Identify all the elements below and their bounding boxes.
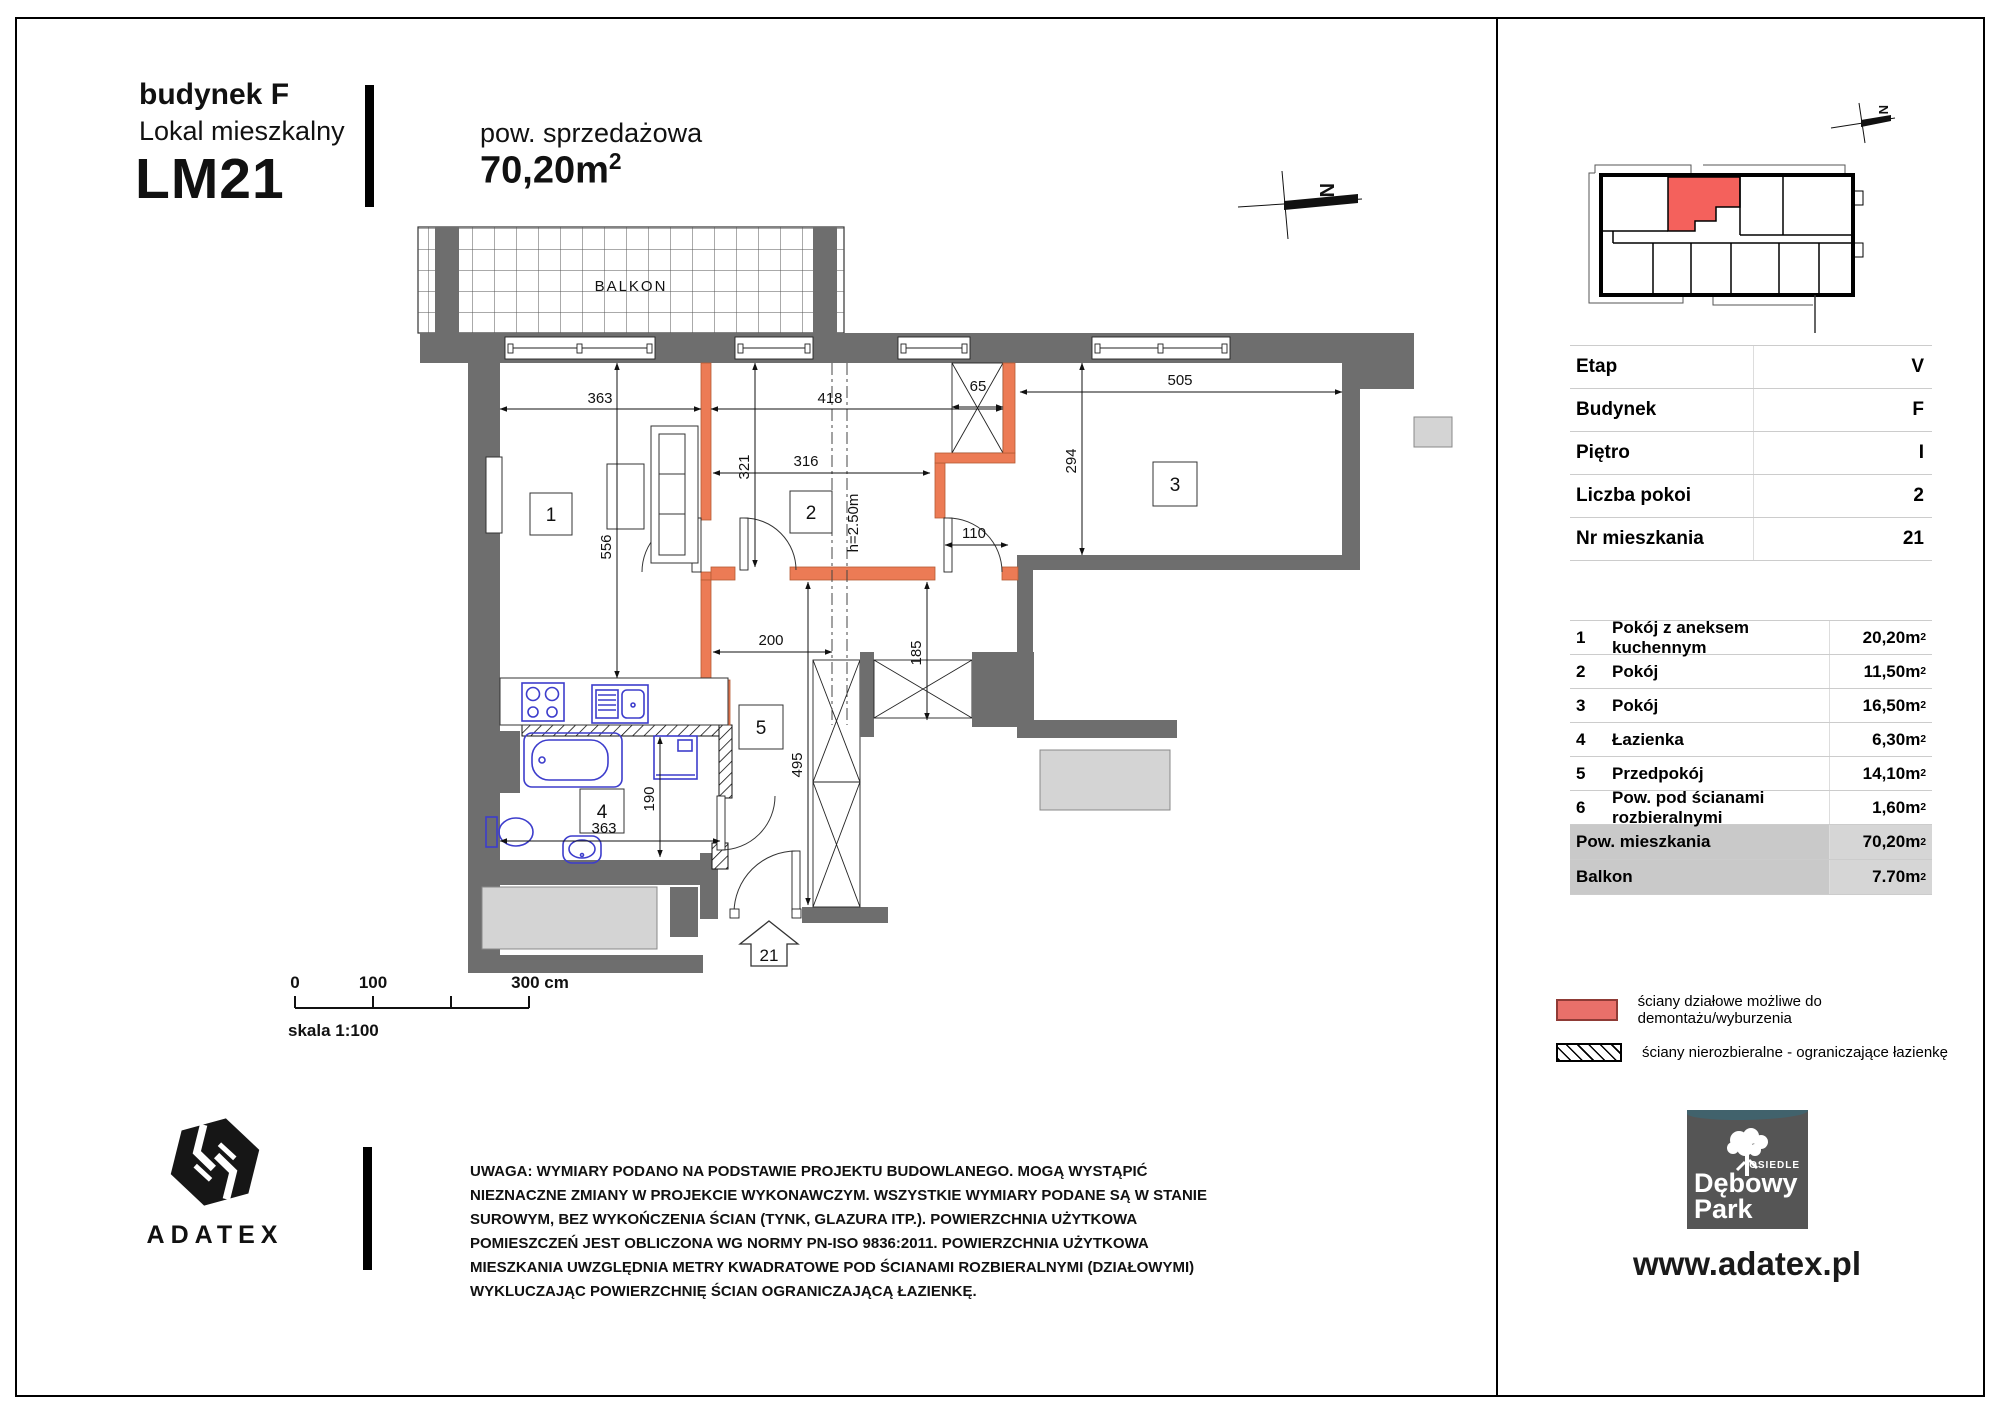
svg-text:300 cm: 300 cm xyxy=(511,973,569,992)
table-row: Nr mieszkania 21 xyxy=(1570,518,1932,561)
svg-text:363: 363 xyxy=(591,820,617,837)
balcony-pillar-right xyxy=(813,227,837,333)
adatex-logo: ADATEX xyxy=(125,1112,305,1250)
table-row: 6 Pow. pod ścianami rozbieralnymi 1,60 m 2 xyxy=(1570,791,1932,825)
north-arrow-icon xyxy=(1831,103,1895,143)
svg-text:65: 65 xyxy=(969,378,987,395)
unit-type-label: Lokal mieszkalny xyxy=(139,116,345,146)
adatex-logo-icon xyxy=(160,1112,270,1212)
svg-text:100: 100 xyxy=(358,973,388,992)
svg-text:294: 294 xyxy=(1063,448,1080,474)
table-row: 4 Łazienka 6,30 m 2 xyxy=(1570,723,1932,757)
footer-divider-bar xyxy=(363,1147,372,1270)
svg-text:h=2.50m: h=2.50m xyxy=(845,493,862,553)
furniture xyxy=(486,426,698,563)
svg-text:200: 200 xyxy=(758,632,784,649)
room-number: 4 xyxy=(596,802,608,823)
svg-text:190: 190 xyxy=(641,786,658,812)
neighbor-stub xyxy=(1414,417,1452,447)
sale-area-label: pow. sprzedażowa xyxy=(480,118,703,148)
table-row: 3 Pokój 16,50 m 2 xyxy=(1570,689,1932,723)
svg-text:321: 321 xyxy=(736,454,753,480)
balcony-pillar-left xyxy=(435,227,459,333)
bathtub-icon xyxy=(524,733,622,787)
table-row: Liczba pokoi 2 xyxy=(1570,475,1932,518)
summary-row: Balkon 7.70 m 2 xyxy=(1570,860,1932,895)
legend-item: ściany działowe możliwe do demontażu/wyburzenia xyxy=(1556,993,1956,1027)
svg-text:N: N xyxy=(1876,105,1891,115)
shaft xyxy=(952,363,1003,453)
balcony xyxy=(418,227,844,333)
building-overview-map xyxy=(1583,95,1903,335)
table-row: Etap V xyxy=(1570,345,1932,389)
window xyxy=(735,337,813,359)
window xyxy=(898,337,970,359)
kitchen-counter xyxy=(500,678,728,725)
fixed-wall-swatch xyxy=(1556,1043,1622,1062)
svg-text:110: 110 xyxy=(962,525,986,542)
window xyxy=(505,337,655,359)
room-number: 5 xyxy=(755,718,767,739)
svg-text:185: 185 xyxy=(908,640,925,666)
sale-area-value: $70,20m^2$ xyxy=(480,148,622,192)
svg-text:418: 418 xyxy=(817,390,843,407)
svg-text:363: 363 xyxy=(587,390,613,407)
unit-code: LM21 xyxy=(135,147,285,211)
svg-text:556: 556 xyxy=(598,534,615,560)
scale-bar: 0 100 300 cm skala 1:100 xyxy=(288,973,569,1040)
building-label: budynek F xyxy=(139,78,290,111)
balcony-label: BALKON xyxy=(594,278,668,295)
wardrobe xyxy=(813,660,860,907)
demolishable-wall-swatch xyxy=(1556,999,1618,1021)
summary-row: Pow. mieszkania 70,20 m 2 xyxy=(1570,825,1932,860)
disclaimer-text: UWAGA: WYMIARY PODANO NA PODSTAWIE PROJEKTU BUDOWLANEGO. MOGĄ WYSTĄPIĆ NIEZNACZNE ZMIANY W PROJEKCIE WYKONAWCZYM. WSZYSTKIE WYMIARY PODANE SĄ W STANIE SUROWYM, BEZ WYKOŃCZENIA ŚCIAN (TYNK, GLAZURA ITP.). POWIERZCHNIA UŻYTKOWA POMIESZCZEŃ JEST OBLICZONA WG NORMY PN-ISO 9836:2011. POWIERZCHNIA UŻYTKOWA MIESZKANIA UWZGLĘDNIA METRY KWADRATOWE POD ŚCIANAMI ROZBIERALNYMI (DZIAŁOWYMI) WYKLUCZAJĄC POWIERZCHNIĘ ŚCIAN OGRANICZAJĄCĄ ŁAZIENKĘ. xyxy=(470,1163,1207,1300)
shaft xyxy=(860,652,1034,737)
unit-info-table xyxy=(1570,345,1932,561)
website-link[interactable]: www.adatex.pl xyxy=(1633,1245,1862,1282)
table-row: Piętro I xyxy=(1570,432,1932,475)
svg-text:495: 495 xyxy=(789,752,806,778)
neighbor-area xyxy=(1040,750,1170,810)
room-number: 3 xyxy=(1169,475,1181,496)
dimensions xyxy=(500,363,1342,905)
table-row: Budynek F xyxy=(1570,389,1932,432)
rooms-table xyxy=(1570,617,1932,895)
door xyxy=(717,796,775,850)
table-row: 5 Przedpokój 14,10 m 2 xyxy=(1570,757,1932,791)
table-row: 2 Pokój 11,50 m 2 xyxy=(1570,655,1932,689)
washbasin-icon xyxy=(563,836,601,863)
svg-text:316: 316 xyxy=(793,453,819,470)
estate-logo: OSIEDLE Dębowy Park xyxy=(1687,1110,1808,1229)
legend xyxy=(1556,993,1956,1078)
entry-arrow xyxy=(740,921,798,966)
svg-text:0: 0 xyxy=(290,973,300,992)
table-row: 1 Pokój z aneksem kuchennym 20,20 m 2 xyxy=(1570,620,1932,655)
north-arrow-icon xyxy=(1238,171,1362,239)
window xyxy=(1092,337,1230,359)
legend-item: ściany nierozbieralne - ograniczające łazienkę xyxy=(1556,1043,1956,1062)
entry-number: 21 xyxy=(759,946,779,965)
room-number: 1 xyxy=(545,505,557,526)
svg-text:505: 505 xyxy=(1167,372,1193,389)
svg-text:N: N xyxy=(1315,183,1337,198)
entry-door xyxy=(730,851,801,918)
door xyxy=(740,518,796,570)
room-number: 2 xyxy=(805,503,817,524)
